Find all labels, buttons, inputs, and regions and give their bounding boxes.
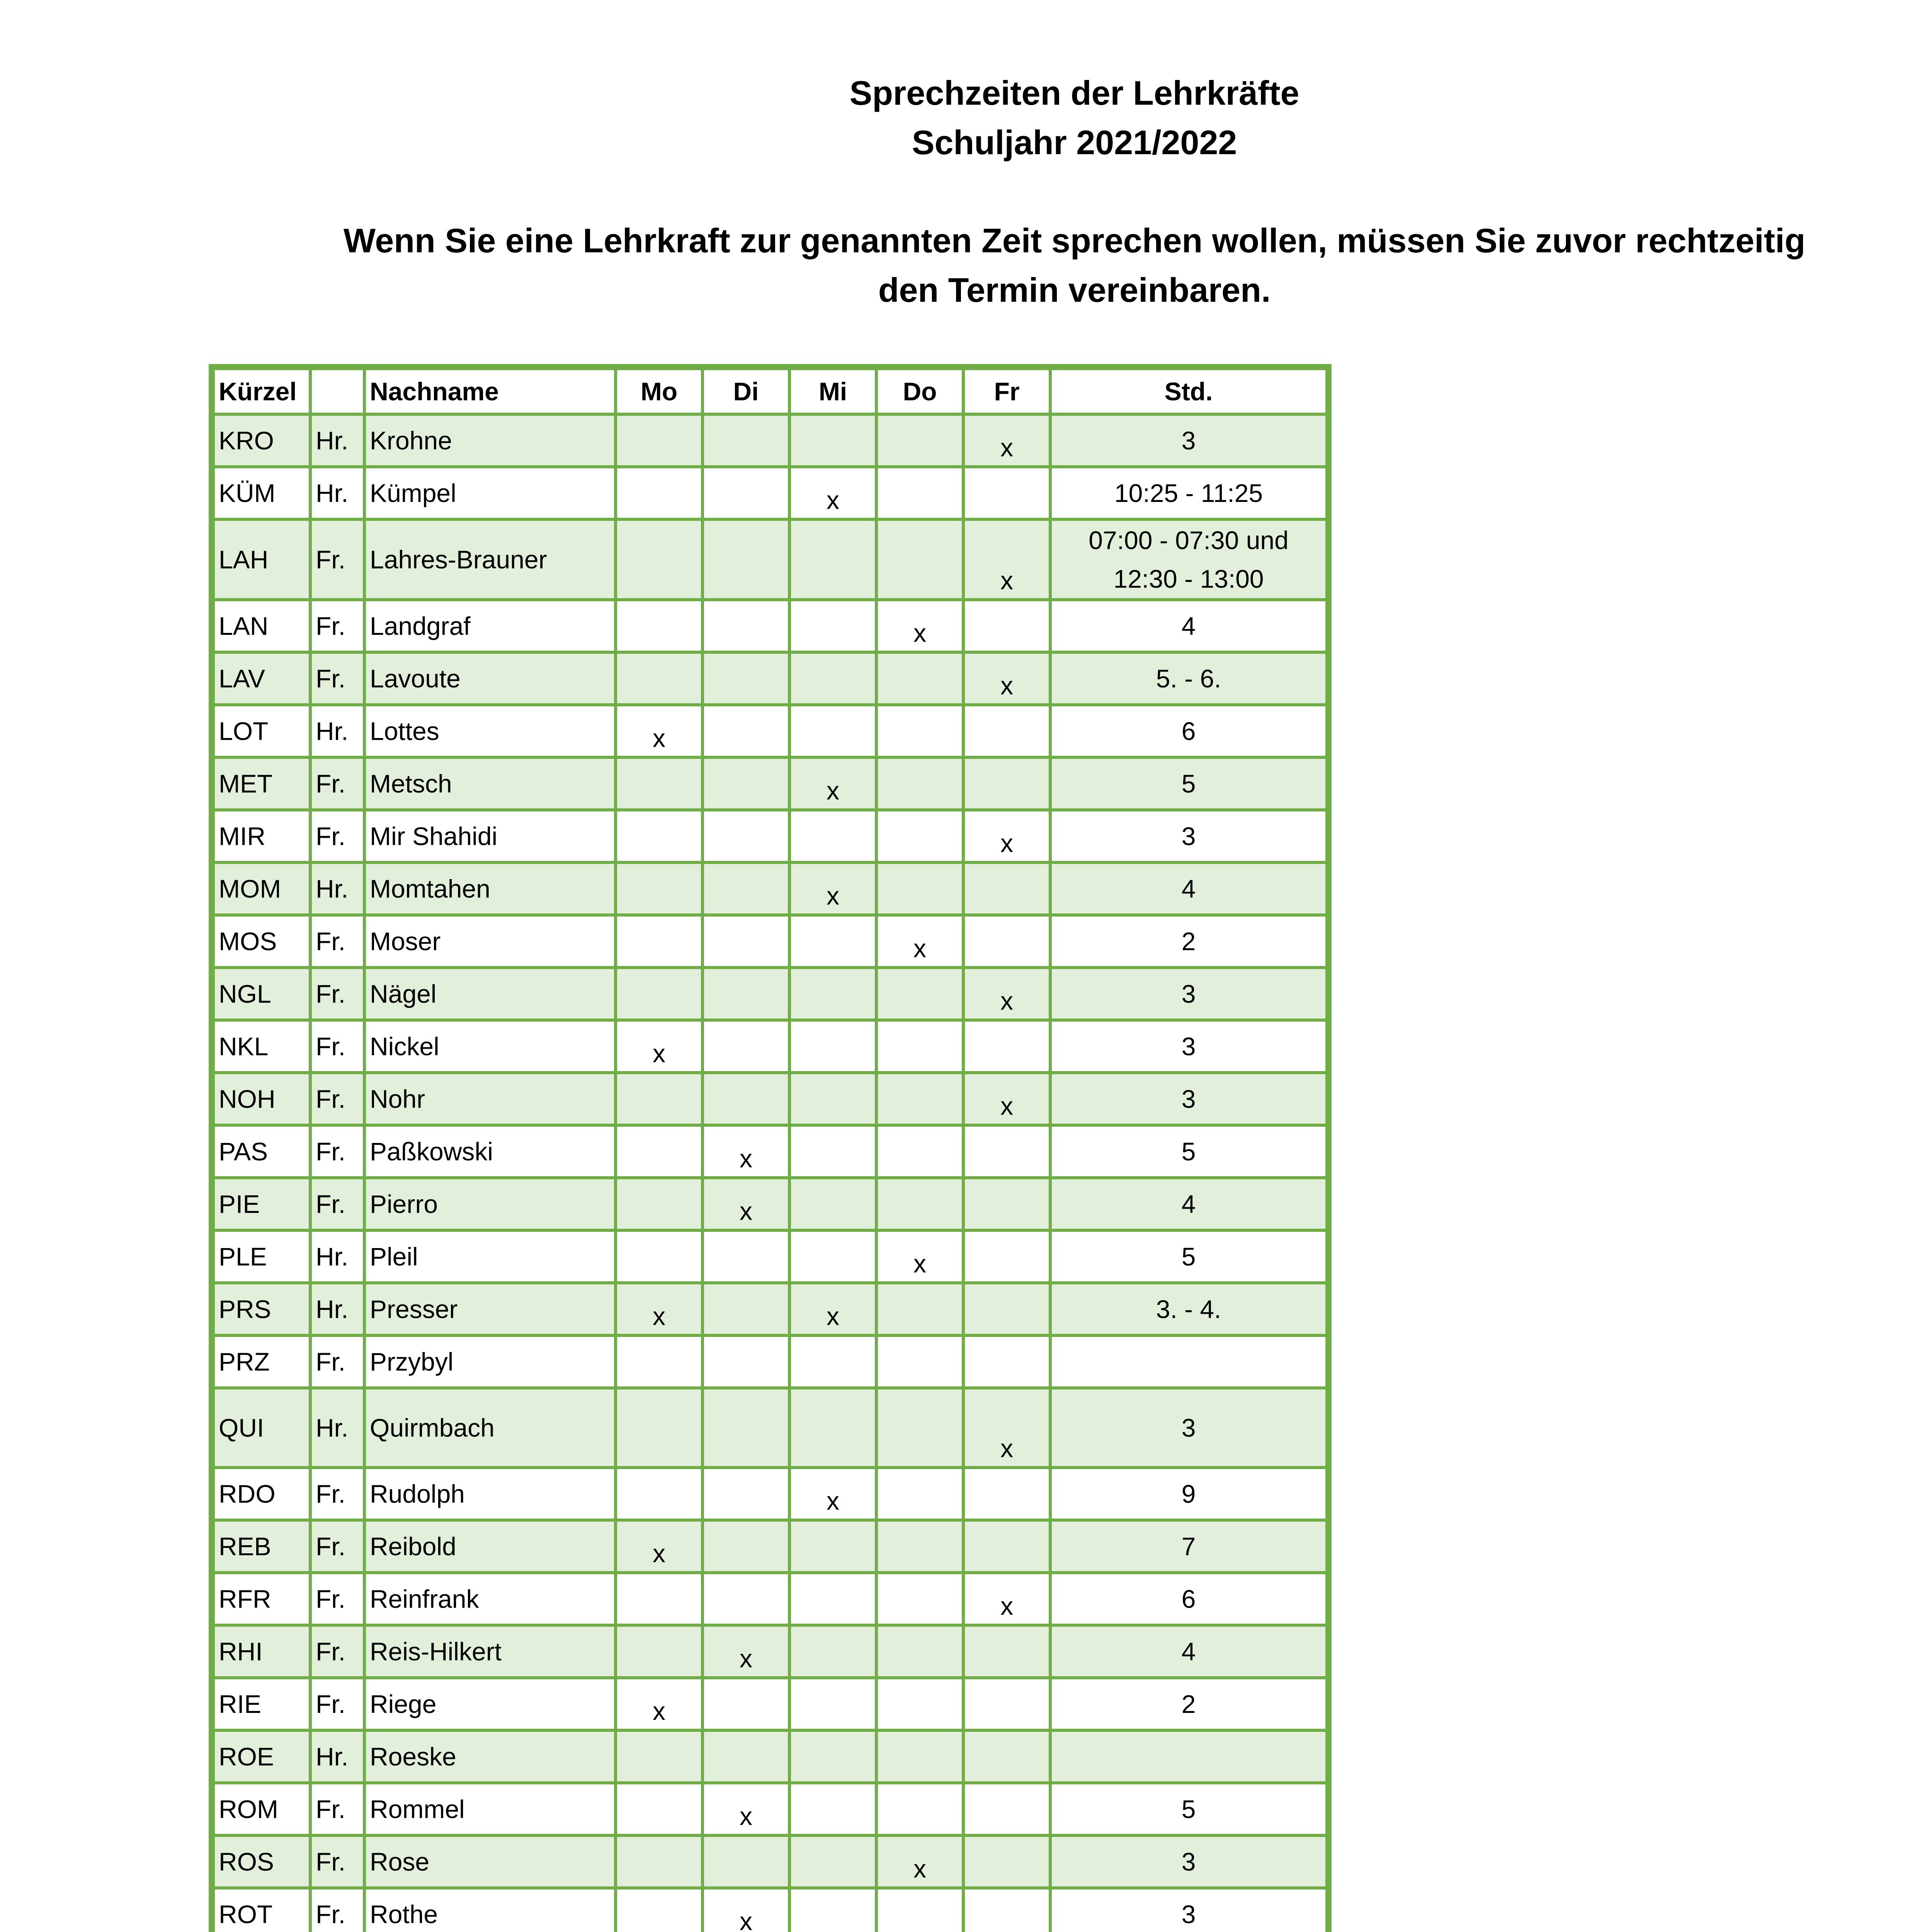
cell-fr (963, 1835, 1050, 1888)
table-header-row (212, 367, 1328, 414)
cell-mo (616, 467, 703, 519)
cell-fr: x (963, 1073, 1050, 1125)
cell-mo (616, 1125, 703, 1178)
table-row (212, 1678, 1328, 1730)
cell-mi (789, 1625, 876, 1678)
cell-kuerzel: NOH (212, 1073, 310, 1125)
cell-anrede: Hr. (310, 1388, 364, 1468)
cell-kuerzel: PLE (212, 1230, 310, 1283)
header-nachname: Nachname (364, 367, 616, 414)
cell-kuerzel: ROE (212, 1730, 310, 1783)
cell-std: 7 (1050, 1520, 1328, 1573)
header-anrede (310, 367, 364, 414)
cell-mo (616, 1625, 703, 1678)
office-hours-table (209, 364, 1332, 1932)
cell-nachname: Mir Shahidi (364, 810, 616, 862)
cell-do (876, 1625, 963, 1678)
cell-kuerzel: MET (212, 757, 310, 810)
table-row (212, 414, 1328, 467)
table-row (212, 1468, 1328, 1520)
cell-mo (616, 810, 703, 862)
cell-mi (789, 1783, 876, 1835)
cell-std-line-2: 12:30 - 13:00 (1113, 565, 1264, 593)
cell-mi (789, 1388, 876, 1468)
cell-std: 5 (1050, 1125, 1328, 1178)
cell-fr (963, 467, 1050, 519)
cell-std: 3 (1050, 1888, 1328, 1932)
cell-do (876, 1335, 963, 1388)
cell-fr: x (963, 1573, 1050, 1625)
cell-do (876, 414, 963, 467)
cell-std: 3 (1050, 968, 1328, 1020)
table-row (212, 1230, 1328, 1283)
cell-mi: x (789, 1283, 876, 1335)
cell-do (876, 1468, 963, 1520)
cell-anrede: Fr. (310, 968, 364, 1020)
cell-std: 3 (1050, 1073, 1328, 1125)
cell-std: 3 (1050, 1388, 1328, 1468)
cell-std: 3. - 4. (1050, 1283, 1328, 1335)
cell-std (1050, 519, 1328, 600)
cell-nachname: Moser (364, 915, 616, 968)
cell-anrede: Fr. (310, 1678, 364, 1730)
header-mi: Mi (789, 367, 876, 414)
cell-do (876, 1178, 963, 1230)
cell-di: x (703, 1178, 789, 1230)
cell-do: x (876, 915, 963, 968)
cell-anrede: Fr. (310, 1888, 364, 1932)
cell-di (703, 1073, 789, 1125)
cell-fr (963, 862, 1050, 915)
cell-di: x (703, 1125, 789, 1178)
cell-std: 5 (1050, 1230, 1328, 1283)
cell-di (703, 1730, 789, 1783)
cell-fr (963, 1468, 1050, 1520)
cell-std: 2 (1050, 915, 1328, 968)
cell-fr: x (963, 519, 1050, 600)
table-row (212, 1783, 1328, 1835)
cell-nachname: Nickel (364, 1020, 616, 1073)
cell-std: 3 (1050, 810, 1328, 862)
cell-kuerzel: RFR (212, 1573, 310, 1625)
cell-di (703, 467, 789, 519)
cell-mo (616, 1573, 703, 1625)
cell-kuerzel: NKL (212, 1020, 310, 1073)
cell-mi (789, 1520, 876, 1573)
cell-di (703, 1230, 789, 1283)
cell-do (876, 757, 963, 810)
cell-fr: x (963, 968, 1050, 1020)
cell-do: x (876, 1230, 963, 1283)
cell-anrede: Fr. (310, 1020, 364, 1073)
cell-std (1050, 1335, 1328, 1388)
cell-di (703, 1020, 789, 1073)
table-row (212, 1020, 1328, 1073)
cell-fr (963, 1730, 1050, 1783)
cell-nachname: Presser (364, 1283, 616, 1335)
cell-kuerzel: LOT (212, 705, 310, 757)
cell-anrede: Fr. (310, 1335, 364, 1388)
table-row (212, 1283, 1328, 1335)
header-std: Std. (1050, 367, 1328, 414)
cell-di (703, 915, 789, 968)
cell-di (703, 810, 789, 862)
cell-anrede: Fr. (310, 1178, 364, 1230)
cell-nachname: Krohne (364, 414, 616, 467)
cell-di (703, 519, 789, 600)
cell-do: x (876, 1835, 963, 1888)
cell-di (703, 757, 789, 810)
cell-std: 4 (1050, 1178, 1328, 1230)
cell-fr (963, 1020, 1050, 1073)
cell-kuerzel: PIE (212, 1178, 310, 1230)
table-row (212, 1388, 1328, 1468)
cell-di (703, 1835, 789, 1888)
cell-mo: x (616, 1283, 703, 1335)
table-row (212, 600, 1328, 652)
cell-std: 2 (1050, 1678, 1328, 1730)
table-row (212, 1335, 1328, 1388)
cell-kuerzel: ROT (212, 1888, 310, 1932)
cell-kuerzel: NGL (212, 968, 310, 1020)
cell-di (703, 1468, 789, 1520)
cell-mo: x (616, 1520, 703, 1573)
cell-di (703, 968, 789, 1020)
cell-do (876, 705, 963, 757)
cell-mo (616, 757, 703, 810)
cell-nachname: Pierro (364, 1178, 616, 1230)
cell-std: 6 (1050, 1573, 1328, 1625)
cell-mi (789, 968, 876, 1020)
table-row (212, 705, 1328, 757)
cell-mi (789, 600, 876, 652)
cell-anrede: Hr. (310, 1730, 364, 1783)
cell-fr: x (963, 1388, 1050, 1468)
cell-do (876, 1730, 963, 1783)
cell-mo: x (616, 1020, 703, 1073)
cell-anrede: Fr. (310, 652, 364, 705)
cell-di: x (703, 1783, 789, 1835)
cell-std: 3 (1050, 1835, 1328, 1888)
cell-fr (963, 600, 1050, 652)
cell-kuerzel: ROS (212, 1835, 310, 1888)
cell-nachname: Rudolph (364, 1468, 616, 1520)
cell-do (876, 1125, 963, 1178)
cell-do (876, 1020, 963, 1073)
cell-nachname: Przybyl (364, 1335, 616, 1388)
cell-di (703, 1335, 789, 1388)
cell-mo (616, 414, 703, 467)
cell-nachname: Paßkowski (364, 1125, 616, 1178)
cell-di (703, 652, 789, 705)
cell-fr (963, 1625, 1050, 1678)
cell-std: 6 (1050, 705, 1328, 757)
cell-mi (789, 1835, 876, 1888)
cell-do (876, 1283, 963, 1335)
cell-mo (616, 1888, 703, 1932)
cell-anrede: Fr. (310, 1573, 364, 1625)
cell-di: x (703, 1888, 789, 1932)
intro-line-1: Wenn Sie eine Lehrkraft zur genannten Zeit sprechen wollen, müssen Sie zuvor rechtzeitig (343, 221, 1806, 260)
table-row (212, 1520, 1328, 1573)
cell-do (876, 467, 963, 519)
header-kuerzel: Kürzel (212, 367, 310, 414)
cell-kuerzel: MIR (212, 810, 310, 862)
cell-std: 10:25 - 11:25 (1050, 467, 1328, 519)
cell-fr (963, 757, 1050, 810)
cell-std: 4 (1050, 600, 1328, 652)
table-row (212, 968, 1328, 1020)
cell-std: 3 (1050, 1020, 1328, 1073)
cell-nachname: Rommel (364, 1783, 616, 1835)
cell-nachname: Riege (364, 1678, 616, 1730)
table-row (212, 862, 1328, 915)
cell-do (876, 862, 963, 915)
cell-anrede: Hr. (310, 705, 364, 757)
cell-di: x (703, 1625, 789, 1678)
cell-mi (789, 652, 876, 705)
cell-nachname: Reinfrank (364, 1573, 616, 1625)
cell-anrede: Hr. (310, 467, 364, 519)
cell-std-line-1: 07:00 - 07:30 und (1089, 526, 1289, 554)
cell-mo (616, 1468, 703, 1520)
cell-nachname: Pleil (364, 1230, 616, 1283)
cell-mo (616, 968, 703, 1020)
table-row (212, 467, 1328, 519)
cell-nachname: Lavoute (364, 652, 616, 705)
cell-std: 5 (1050, 1783, 1328, 1835)
cell-kuerzel: QUI (212, 1388, 310, 1468)
header-do: Do (876, 367, 963, 414)
cell-anrede: Hr. (310, 862, 364, 915)
cell-mo (616, 1730, 703, 1783)
intro-line-2: den Termin vereinbaren. (878, 271, 1271, 309)
cell-di (703, 862, 789, 915)
cell-mi (789, 1730, 876, 1783)
cell-mo (616, 1835, 703, 1888)
cell-nachname: Reibold (364, 1520, 616, 1573)
cell-mo (616, 915, 703, 968)
cell-std: 3 (1050, 414, 1328, 467)
header-di: Di (703, 367, 789, 414)
cell-mo (616, 1783, 703, 1835)
cell-nachname: Metsch (364, 757, 616, 810)
cell-mo (616, 1073, 703, 1125)
cell-fr (963, 1888, 1050, 1932)
cell-fr: x (963, 652, 1050, 705)
cell-fr (963, 1678, 1050, 1730)
cell-std (1050, 1730, 1328, 1783)
cell-fr (963, 915, 1050, 968)
cell-nachname: Rose (364, 1835, 616, 1888)
cell-mi (789, 810, 876, 862)
cell-std: 4 (1050, 1625, 1328, 1678)
cell-mi (789, 1020, 876, 1073)
cell-kuerzel: RIE (212, 1678, 310, 1730)
cell-anrede: Hr. (310, 414, 364, 467)
cell-anrede: Fr. (310, 600, 364, 652)
table-body (212, 414, 1328, 1932)
cell-mi (789, 519, 876, 600)
cell-mo (616, 519, 703, 600)
cell-mi (789, 1230, 876, 1283)
table-row (212, 1178, 1328, 1230)
cell-mo (616, 1388, 703, 1468)
cell-kuerzel: PAS (212, 1125, 310, 1178)
cell-nachname: Kümpel (364, 467, 616, 519)
cell-anrede: Fr. (310, 810, 364, 862)
cell-nachname: Quirmbach (364, 1388, 616, 1468)
table-row (212, 915, 1328, 968)
cell-do (876, 1888, 963, 1932)
table-row (212, 519, 1328, 600)
cell-di (703, 1573, 789, 1625)
cell-di (703, 1678, 789, 1730)
cell-std: 5. - 6. (1050, 652, 1328, 705)
cell-mo (616, 1178, 703, 1230)
cell-fr: x (963, 810, 1050, 862)
cell-do (876, 1678, 963, 1730)
cell-mo (616, 600, 703, 652)
cell-fr: x (963, 414, 1050, 467)
cell-kuerzel: LAV (212, 652, 310, 705)
cell-nachname: Rothe (364, 1888, 616, 1932)
cell-kuerzel: RHI (212, 1625, 310, 1678)
cell-mo (616, 1335, 703, 1388)
cell-mi: x (789, 1468, 876, 1520)
cell-fr (963, 1335, 1050, 1388)
cell-do (876, 1783, 963, 1835)
cell-nachname: Lottes (364, 705, 616, 757)
cell-nachname: Momtahen (364, 862, 616, 915)
cell-nachname: Lahres-Brauner (364, 519, 616, 600)
table-row (212, 1888, 1328, 1932)
cell-std: 4 (1050, 862, 1328, 915)
cell-fr (963, 705, 1050, 757)
cell-std: 9 (1050, 1468, 1328, 1520)
cell-nachname: Landgraf (364, 600, 616, 652)
cell-fr (963, 1230, 1050, 1283)
table-row (212, 1125, 1328, 1178)
cell-mi: x (789, 757, 876, 810)
cell-do (876, 810, 963, 862)
cell-nachname: Reis-Hilkert (364, 1625, 616, 1678)
table-row (212, 810, 1328, 862)
cell-mo (616, 862, 703, 915)
cell-fr (963, 1125, 1050, 1178)
cell-std: 5 (1050, 757, 1328, 810)
cell-fr (963, 1283, 1050, 1335)
cell-mi (789, 1335, 876, 1388)
cell-kuerzel: KRO (212, 414, 310, 467)
cell-anrede: Fr. (310, 1783, 364, 1835)
cell-kuerzel: MOM (212, 862, 310, 915)
cell-kuerzel: REB (212, 1520, 310, 1573)
cell-anrede: Fr. (310, 915, 364, 968)
cell-kuerzel: PRZ (212, 1335, 310, 1388)
table-row (212, 652, 1328, 705)
cell-nachname: Nohr (364, 1073, 616, 1125)
cell-do (876, 968, 963, 1020)
cell-anrede: Hr. (310, 1283, 364, 1335)
cell-fr (963, 1783, 1050, 1835)
cell-do: x (876, 600, 963, 652)
cell-kuerzel: LAH (212, 519, 310, 600)
cell-mo: x (616, 705, 703, 757)
cell-anrede: Hr. (310, 1230, 364, 1283)
cell-do (876, 519, 963, 600)
cell-mi: x (789, 862, 876, 915)
cell-di (703, 600, 789, 652)
cell-mi (789, 1573, 876, 1625)
cell-di (703, 705, 789, 757)
cell-kuerzel: ROM (212, 1783, 310, 1835)
cell-anrede: Fr. (310, 1073, 364, 1125)
cell-mi (789, 1125, 876, 1178)
header-mo: Mo (616, 367, 703, 414)
table-row (212, 1835, 1328, 1888)
cell-mi (789, 1678, 876, 1730)
cell-do (876, 652, 963, 705)
cell-anrede: Fr. (310, 1625, 364, 1678)
page-title: Sprechzeiten der Lehrkräfte (849, 74, 1300, 112)
cell-fr (963, 1178, 1050, 1230)
cell-anrede: Fr. (310, 519, 364, 600)
cell-do (876, 1073, 963, 1125)
cell-fr (963, 1520, 1050, 1573)
cell-do (876, 1388, 963, 1468)
cell-anrede: Fr. (310, 1835, 364, 1888)
cell-di (703, 414, 789, 467)
cell-do (876, 1573, 963, 1625)
cell-di (703, 1283, 789, 1335)
cell-kuerzel: RDO (212, 1468, 310, 1520)
page-subtitle: Schuljahr 2021/2022 (912, 123, 1237, 162)
cell-di (703, 1520, 789, 1573)
cell-mi (789, 414, 876, 467)
cell-anrede: Fr. (310, 1520, 364, 1573)
cell-di (703, 1388, 789, 1468)
header-fr: Fr (963, 367, 1050, 414)
cell-mi (789, 1888, 876, 1932)
cell-nachname: Nägel (364, 968, 616, 1020)
cell-anrede: Fr. (310, 757, 364, 810)
cell-mi (789, 915, 876, 968)
table-row (212, 1073, 1328, 1125)
cell-mi (789, 705, 876, 757)
cell-kuerzel: LAN (212, 600, 310, 652)
table-row (212, 1730, 1328, 1783)
cell-kuerzel: MOS (212, 915, 310, 968)
cell-nachname: Roeske (364, 1730, 616, 1783)
table-row (212, 1625, 1328, 1678)
cell-kuerzel: PRS (212, 1283, 310, 1335)
cell-do (876, 1520, 963, 1573)
cell-anrede: Fr. (310, 1125, 364, 1178)
cell-mo: x (616, 1678, 703, 1730)
table-row (212, 1573, 1328, 1625)
table-row (212, 757, 1328, 810)
cell-mo (616, 1230, 703, 1283)
cell-mi: x (789, 467, 876, 519)
cell-mi (789, 1178, 876, 1230)
cell-kuerzel: KÜM (212, 467, 310, 519)
cell-anrede: Fr. (310, 1468, 364, 1520)
cell-mo (616, 652, 703, 705)
cell-mi (789, 1073, 876, 1125)
